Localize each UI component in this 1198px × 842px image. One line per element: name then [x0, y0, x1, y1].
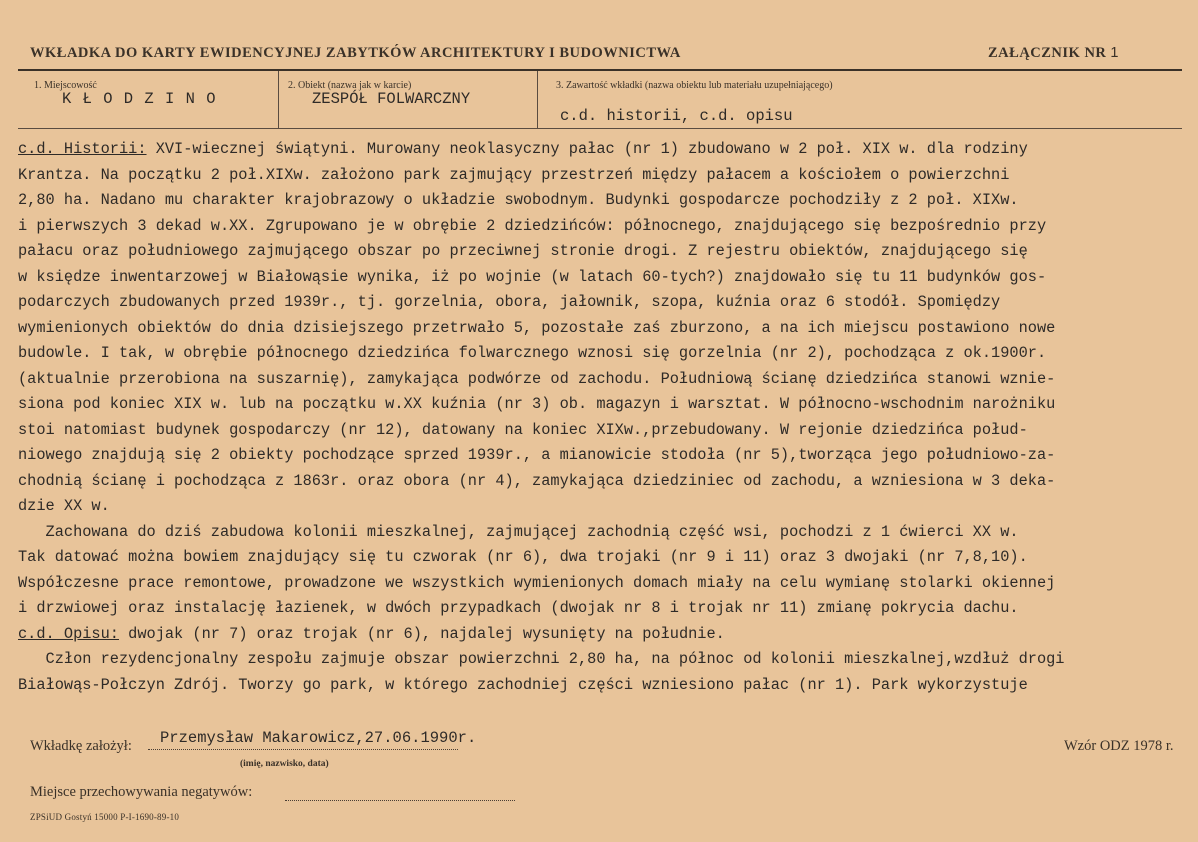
created-by-caption: (imię, nazwisko, data): [240, 759, 329, 769]
description-heading: c.d. Opisu:: [18, 624, 119, 643]
annex-label: [988, 45, 1119, 62]
description-line: Białowąs-Połczyn Zdrój. Tworzy go park, w którego zachodniej części wzniesiono pałac (nr 1). Park wykorzystuje: [18, 675, 1028, 694]
negatives-label: Miejsce przechowywania negatywów:: [30, 784, 253, 800]
header-rule-bottom: [18, 128, 1182, 129]
history-heading: c.d. Historii:: [18, 140, 147, 158]
created-by-label: Wkładkę założył:: [30, 738, 132, 754]
annex-number: 1: [1110, 45, 1119, 61]
history-line: w księdze inwentarzowej w Białowąsie wynika, iż po wojnie (w latach 60-tych?) znajdowało się tu 11 budynków gos-: [18, 267, 1047, 286]
history-line: Współczesne prace remontowe, prowadzone we wszystkich wymienionych domach miały na celu wymianę stolarki okiennej: [18, 573, 1056, 592]
description-line: [18, 622, 1182, 648]
field-divider-2: [537, 71, 538, 128]
history-line: budowle. I tak, w obrębie północnego dziedzińca folwarcznego wznosi się gorzelnia (nr 2), pochodząca z ok.1900r.: [18, 344, 1047, 362]
negatives-line: [285, 800, 515, 801]
header-rule-top: [18, 69, 1182, 71]
typed-body: [18, 137, 1182, 698]
history-line: niowego znajdują się 2 obiekty pochodzące sprzed 1939r., a mianowicie stodoła (nr 5),tworząca jego południowo-za-: [18, 446, 1056, 464]
place-label: 1. Miejscowość: [34, 80, 97, 91]
created-by-value: Przemysław Makarowicz,27.06.1990r.: [160, 729, 477, 747]
history-line: (aktualnie przerobiona na suszarnię), zamykająca podwórze od zachodu. Południową ścianę dziedzińca stanowi wznie-: [18, 369, 1056, 388]
content-label: 3. Zawartość wkładki (nazwa obiektu lub materiału uzupełniającego): [556, 80, 833, 91]
object-label: 2. Obiekt (nazwa jak w karcie): [288, 80, 412, 91]
print-code: ZPSiUD Gostyń 15000 P-I-1690-89-10: [30, 812, 180, 822]
form-title: WKŁADKA DO KARTY EWIDENCYJNEJ ZABYTKÓW ARCHITEKTURY I BUDOWNICTWA: [30, 45, 681, 61]
history-line: pałacu oraz południowego zajmującego obszar po przeciwnej stronie drogi. Z rejestru obiektów, znajdującego się: [18, 242, 1028, 260]
annex-label-text: ZAŁĄCZNIK NR: [988, 45, 1107, 61]
history-line: Tak datować można bowiem znajdujący się tu czworak (nr 6), dwa trojaki (nr 9 i 11) oraz 3 dwojaki (nr 7,8,10).: [18, 548, 1028, 566]
object-value: ZESPÓŁ FOLWARCZNY: [312, 90, 471, 108]
history-line: stoi natomiast budynek gospodarczy (nr 12), datowany na koniec XIXw.,przebudowany. W rejonie dziedzińca połud-: [18, 420, 1028, 439]
history-line: Zachowana do dziś zabudowa kolonii mieszkalnej, zajmującej zachodnią część wsi, pochodzi z 1 ćwierci XX w.: [18, 522, 1019, 541]
field-divider-1: [278, 71, 279, 128]
history-line-text: XVI-wiecznej świątyni. Murowany neoklasyczny pałac (nr 1) zbudowano w 2 poł. XIX w. dla rodziny: [146, 140, 1028, 158]
history-line: i drzwiowej oraz instalację łazienek, w dwóch przypadkach (dwojak nr 8 i trojak nr 11) zmianę pokrycia dachu.: [18, 599, 1019, 617]
history-line: dzie XX w.: [18, 497, 110, 515]
place-value: K Ł O D Z I N O: [62, 90, 217, 108]
history-line: wymienionych obiektów do dnia dzisiejszego przetrwało 5, pozostałe zaś zburzono, a na ich miejscu postawiono nowe: [18, 318, 1056, 337]
description-line-text: dwojak (nr 7) oraz trojak (nr 6), najdalej wysunięty na południe.: [118, 624, 725, 643]
history-line: chodnią ścianę i pochodząca z 1863r. oraz obora (nr 4), zamykająca dziedziniec od zachodu, a wzniesiona w 3 deka-: [18, 471, 1056, 490]
history-line: i pierwszych 3 dekad w.XX. Zgrupowano je w obrębie 2 dziedzińców: północnego, znajdującego się bezpośrednio przy: [18, 216, 1047, 235]
content-value: c.d. historii, c.d. opisu: [560, 107, 793, 125]
history-line: podarczych zbudowanych przed 1939r., tj. gorzelnia, obora, jałownik, szopa, kuźnia oraz 6 stodół. Spomiędzy: [18, 293, 1001, 311]
description-line: Człon rezydencjonalny zespołu zajmuje obszar powierzchni 2,80 ha, na północ od kolonii mieszkalnej,wzdłuż drogi: [18, 650, 1065, 668]
form-model: Wzór ODZ 1978 r.: [1064, 738, 1174, 754]
history-line: Krantza. Na początku 2 poł.XIXw. założono park zajmujący przestrzeń między pałacem a kościołem o powierzchni: [18, 165, 1010, 184]
history-line: 2,80 ha. Nadano mu charakter krajobrazowy o układzie swobodnym. Budynki gospodarcze pochodziły z 2 poł. XIXw.: [18, 191, 1019, 209]
history-line: [18, 137, 1182, 163]
created-by-line: [148, 749, 458, 750]
history-line: siona pod koniec XIX w. lub na początku w.XX kuźnia (nr 3) ob. magazyn i warsztat. W północno-wschodnim narożniku: [18, 395, 1056, 413]
